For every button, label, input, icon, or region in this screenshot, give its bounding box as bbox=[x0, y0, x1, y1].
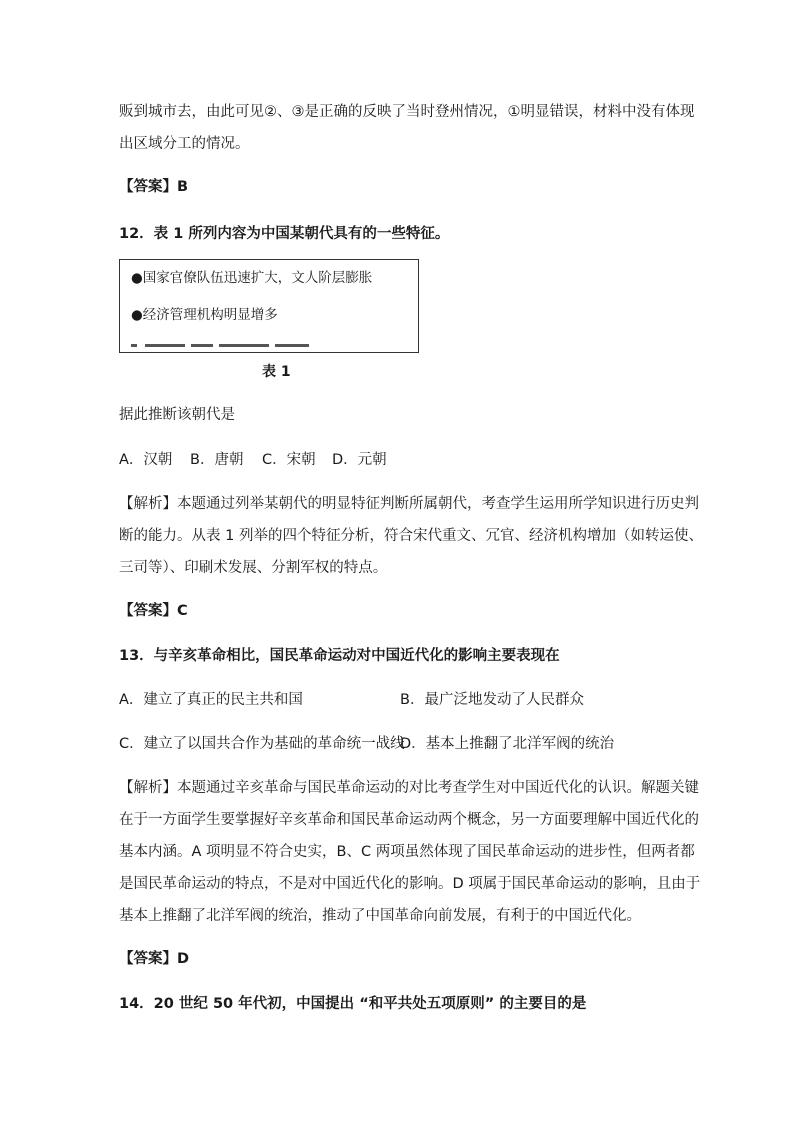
q12-option-a: A．汉朝 bbox=[119, 452, 173, 468]
q13-option-c: C．建立了以国共合作为基础的革命统一战线 bbox=[119, 736, 405, 752]
analysis-13-line: 【解析】本题通过辛亥革命与国民革命运动的对比考查学生对中国近代化的认识。解题关键 bbox=[119, 780, 699, 796]
analysis-13-line: 是国民革命运动的特点，不是对中国近代化的影响。D 项属于国民革命运动的影响，且由于 bbox=[119, 876, 701, 892]
q12-option-c: C．宋朝 bbox=[262, 452, 316, 468]
analysis-12-line: 【解析】本题通过列举某朝代的明显特征判断所属朝代，考查学生运用所学知识进行历史判 bbox=[119, 496, 699, 512]
answer-12: 【答案】C bbox=[119, 603, 188, 619]
q12-option-b: B．唐朝 bbox=[190, 452, 244, 468]
analysis-12-line: 三司等）、印刷术发展、分割军权的特点。 bbox=[119, 560, 388, 576]
analysis-13-line: 基本上推翻了北洋军阀的统治，推动了中国革命向前发展，有利于的中国近代化。 bbox=[119, 908, 641, 924]
text-line: 贩到城市去，由此可见②、③是正确的反映了当时登州情况，①明显错误，材料中没有体现 bbox=[119, 104, 695, 120]
answer-11: 【答案】B bbox=[119, 179, 189, 195]
analysis-13-line: 基本内涵。A 项明显不符合史实，B、C 两项虽然体现了国民革命运动的进步性，但两者都 bbox=[119, 844, 695, 860]
table-item-1: ●国家官僚队伍迅速扩大，文人阶层膨胀 bbox=[131, 270, 373, 286]
q13-option-a: A．建立了真正的民主共和国 bbox=[119, 692, 303, 708]
analysis-12-line: 断的能力。从表 1 列举的四个特征分析，符合宋代重文、冗官、经济机构增加（如转运使、 bbox=[119, 528, 703, 544]
question-13: 13．与辛亥革命相比，国民革命运动对中国近代化的影响主要表现在 bbox=[119, 648, 560, 664]
question-12: 12．表 1 所列内容为中国某朝代具有的一些特征。 bbox=[119, 226, 450, 242]
analysis-13-line: 在于一方面学生要掌握好辛亥革命和国民革命运动两个概念，另一方面要理解中国近代化的 bbox=[119, 812, 699, 828]
question-14: 14．20 世纪 50 年代初，中国提出 “和平共处五项原则” 的主要目的是 bbox=[119, 996, 587, 1012]
answer-13: 【答案】D bbox=[119, 951, 190, 967]
table-1 bbox=[119, 259, 419, 353]
q12-option-d: D．元朝 bbox=[332, 452, 387, 468]
question-12-prompt: 据此推断该朝代是 bbox=[119, 407, 235, 423]
text-line: 出区域分工的情况。 bbox=[119, 136, 250, 152]
q13-option-b: B．最广泛地发动了人民群众 bbox=[400, 692, 584, 708]
table-item-2: ●经济管理机构明显增多 bbox=[131, 307, 278, 323]
q13-option-d: D．基本上推翻了北洋军阀的统治 bbox=[400, 736, 615, 752]
clipped-row bbox=[131, 344, 311, 350]
table-caption: 表 1 bbox=[262, 364, 291, 380]
